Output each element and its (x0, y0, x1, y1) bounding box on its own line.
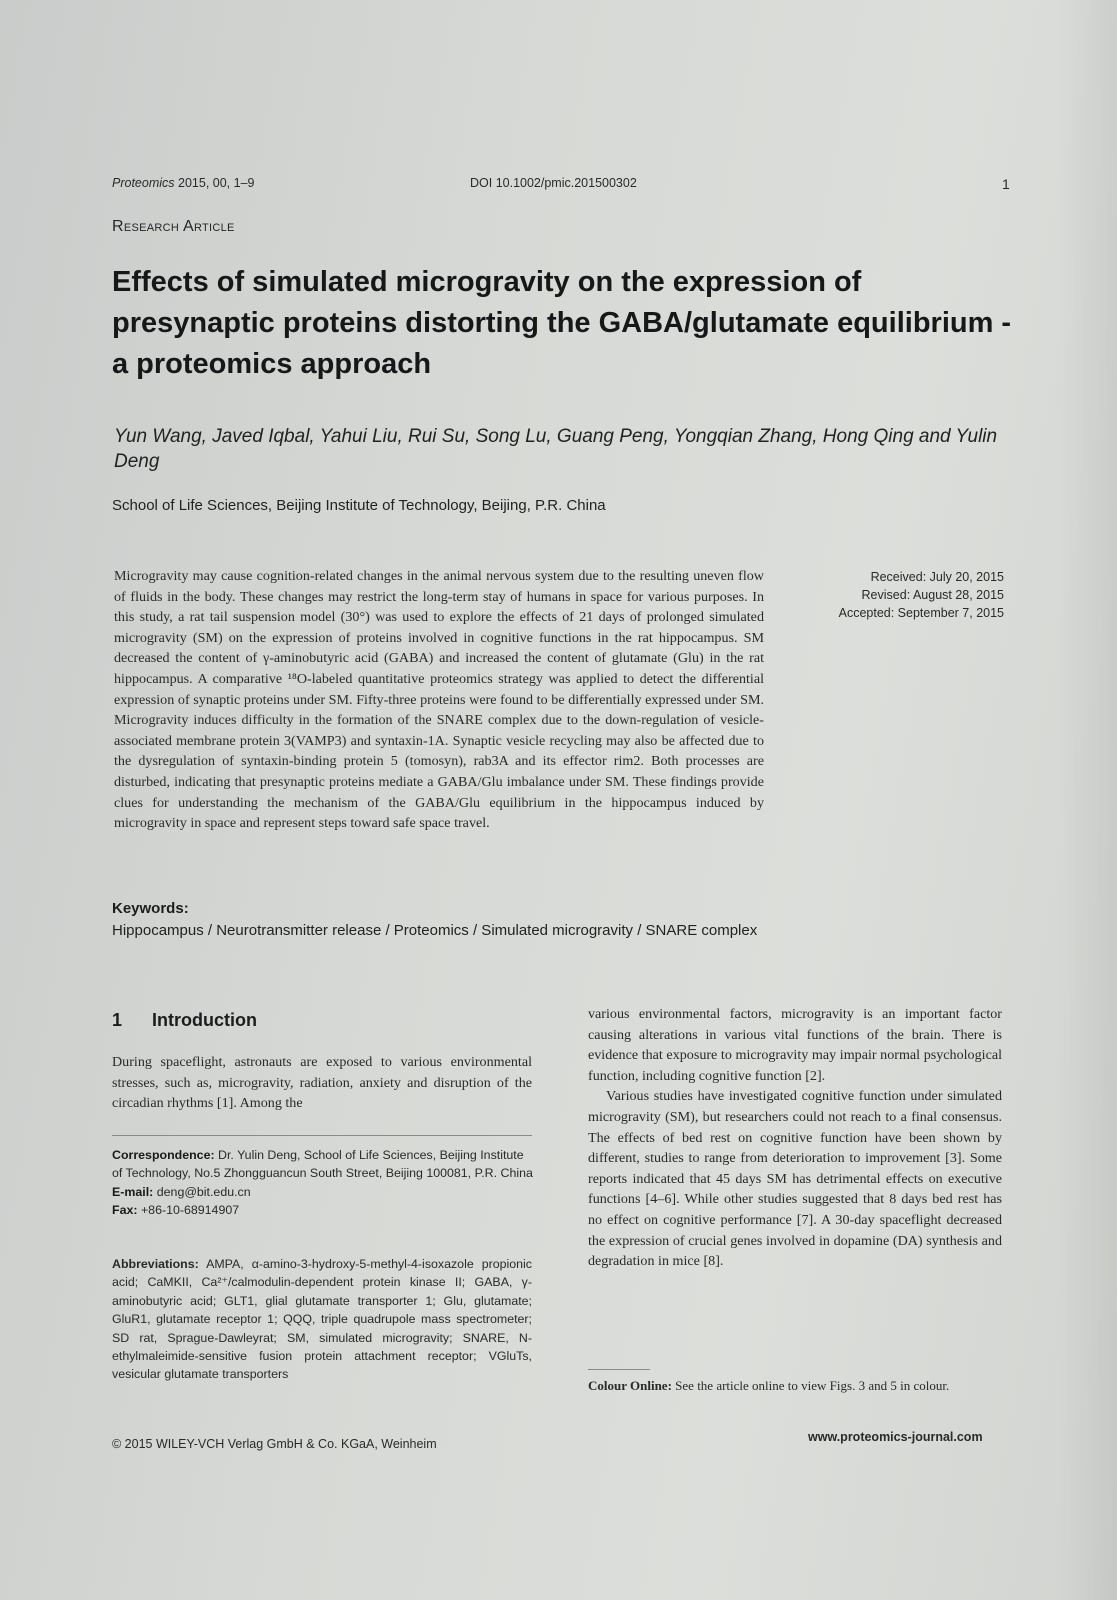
abstract: Microgravity may cause cognition-related changes in the animal nervous system due to the resulting uneven flow of fluids in the body. These changes may restrict the long-term stay of humans in space for various purposes. In this study, a rat tail suspension model (30°) was used to explore the effects of 21 days of prolonged simulated microgravity (SM) on the expression of proteins involved in cognitive functions in the rat hippocampus. SM decreased the content of γ-aminobutyric acid (GABA) and increased the content of glutamate (Glu) in the rat hippocampus. A comparative ¹⁸O-labeled quantitative proteomics strategy was applied to detect the differential expression of synaptic proteins under SM. Fifty-three proteins were found to be differentially expressed under SM. Microgravity induces difficulty in the formation of the SNARE complex due to the down-regulation of vesicle-associated membrane protein 3(VAMP3) and syntaxin-1A. Synaptic vesicle recycling may also be affected due to the dysregulation of syntaxin-binding protein 5 (tomosyn), rab3A and its effector rim2. Both processes are disturbed, indicating that presynaptic proteins mediate a GABA/Glu imbalance under SM. These findings provide clues for understanding the mechanism of the GABA/Glu equilibrium in the hippocampus induced by microgravity in space and represent steps toward safe space travel. (114, 568, 764, 832)
correspondence-text: Dr. Yulin Deng, School of Life Sciences, Beijing Institute of Technology, No.5 Zhongguancun South Street, Beijing 100081, P.R. China (112, 1148, 533, 1181)
article-title: Effects of simulated microgravity on the expression of presynaptic proteins distorting the GABA/glutamate equilibrium - a proteomics approach (112, 266, 1012, 380)
article-type: Research Article (112, 218, 235, 235)
abbreviations-text: AMPA, α-amino-3-hydroxy-5-methyl-4-isoxazole propionic acid; CaMKII, Ca²⁺/calmodulin-dependent protein kinase II; GABA, γ-aminobutyric acid; GLT1, glial glutamate transporter 1; Glu, glutamate; GluR1, glutamate receptor 1; QQQ, triple quadrupole mass spectrometer; SD rat, Sprague-Dawleyrat; SM, simulated microgravity; SNARE, N-ethylmaleimide-sensitive fusion protein attachment receptor; VGluTs, vesicular glutamate transporters (112, 1257, 533, 1382)
intro-right-paragraph-2: Various studies have investigated cognitive function under simulated microgravity (SM), but researchers could not reach to a final consensus. The effects of bed rest on cognitive function have been shown by different, studies to range from deterioration to improvement [3]. Some reports indicated that 45 days SM has detrimental effects on executive functions [4–6]. While other studies suggested that 8 days bed rest has no effect on cognitive performance [7]. A 30-day spaceflight decreased the expression of crucial genes involved in dopamine (DA) synthesis and degradation in mice [8]. (588, 1088, 1002, 1270)
page-edge-shadow (1057, 0, 1117, 1600)
fax-label: Fax: (112, 1203, 138, 1218)
correspondence-label: Correspondence: (112, 1148, 215, 1162)
article-dates (800, 568, 1004, 622)
journal-name: Proteomics (112, 176, 175, 190)
affiliation: School of Life Sciences, Beijing Institute of Technology, Beijing, P.R. China (112, 497, 606, 514)
correspondence-block (112, 1146, 536, 1220)
copyright: © 2015 WILEY-VCH Verlag GmbH & Co. KGaA, Weinheim (112, 1437, 437, 1451)
intro-right-column (588, 1004, 1002, 1272)
fax-number: +86-10-68914907 (140, 1203, 240, 1218)
citation-volume: 2015, 00, 1–9 (178, 176, 255, 190)
page-number: 1 (1002, 176, 1010, 192)
fax-line (112, 1201, 536, 1219)
keywords-list: Hippocampus / Neurotransmitter release / Proteomics / Simulated microgravity / SNARE complex (112, 922, 758, 939)
intro-right-paragraph-1: various environmental factors, microgravity is an important factor causing alterations in various vital functions of the brain. There is evidence that exposure to microgravity may impair normal psychological function, including cognitive function [2]. (588, 1006, 1002, 1084)
accepted-date: Accepted: September 7, 2015 (838, 606, 1004, 620)
colour-online-text: See the article online to view Figs. 3 and 5 in colour. (675, 1378, 950, 1393)
author-list: Yun Wang, Javed Iqbal, Yahui Liu, Rui Su, Song Lu, Guang Peng, Yongqian Zhang, Hong Qing and Yulin Deng (114, 426, 998, 472)
running-header-citation (112, 176, 254, 190)
footnote-divider (112, 1135, 532, 1136)
email-line (112, 1183, 536, 1201)
keywords-heading: Keywords: (112, 900, 189, 917)
abbreviations-label: Abbreviations: (112, 1257, 199, 1271)
correspondence-address (112, 1146, 536, 1183)
journal-website[interactable]: www.proteomics-journal.com (808, 1430, 983, 1444)
abbreviations-block (112, 1255, 532, 1384)
intro-left-paragraph: During spaceflight, astronauts are exposed to various environmental stresses, such as, microgravity, radiation, anxiety and disruption of the circadian rhythms [1]. Among the (112, 1054, 532, 1112)
section-title: Introduction (152, 1010, 257, 1030)
colour-online-note (588, 1378, 949, 1394)
colour-online-label: Colour Online: (588, 1378, 672, 1393)
colour-note-divider (588, 1369, 650, 1370)
doi[interactable]: DOI 10.1002/pmic.201500302 (470, 176, 637, 190)
received-date: Received: July 20, 2015 (870, 570, 1004, 584)
email-address[interactable]: deng@bit.edu.cn (156, 1184, 251, 1199)
revised-date: Revised: August 28, 2015 (861, 588, 1004, 602)
section-number: 1 (112, 1010, 123, 1030)
email-label: E-mail: (112, 1184, 154, 1199)
